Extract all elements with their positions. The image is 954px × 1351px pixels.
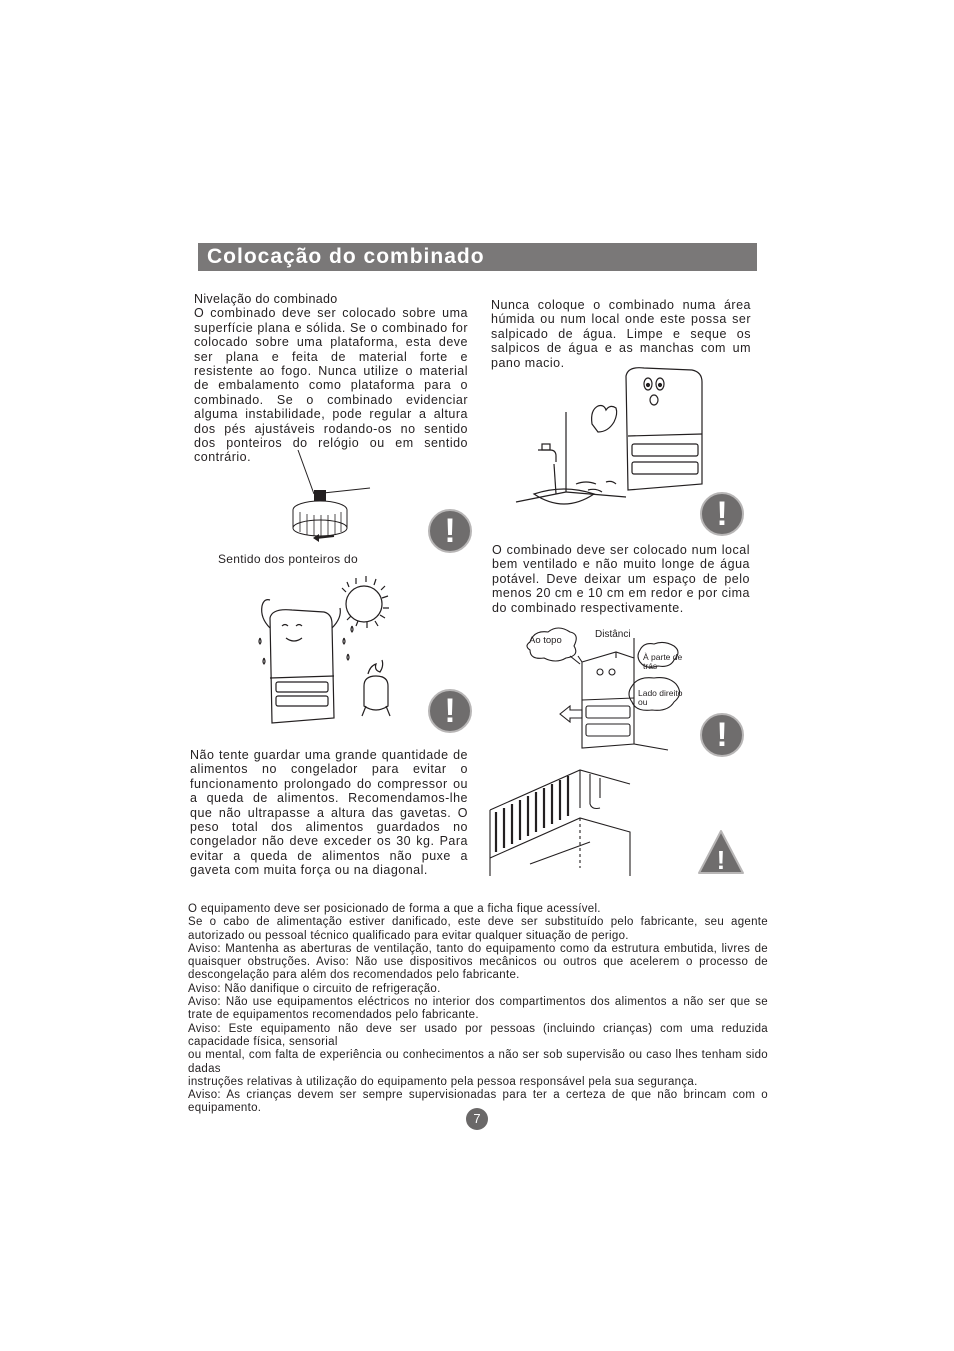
freezer-section xyxy=(190,748,468,878)
water-splash-illustration xyxy=(516,362,716,518)
label-back: À parte de trás xyxy=(643,652,683,671)
rotation-caption: Sentido dos ponteiros do xyxy=(218,552,358,566)
page-number: 7 xyxy=(466,1108,488,1130)
warning-line: Aviso: Mantenha as aberturas de ventilação, tanto do equipamento como da estrutura embutida, livres de quaisquer obstruções. Aviso: Não use dispositivos mecânicos ou outros que acelerem o processo de descongelação para além dos recomendados pelo fabricante. xyxy=(188,942,768,982)
freezer-body: Não tente guardar uma grande quantidade de alimentos no congelador para evitar o funcionamento prolongado do compressor ou a queda de alimentos. Recomendamos-lhe que não ultrapasse a altura das gavetas. O peso total dos alimentos guardados no congelador não deve exceder os 30 kg. Para evitar a queda de alimentos não puxe a gaveta com muita força ou na diagonal. xyxy=(190,748,468,878)
warning-line: O equipamento deve ser posicionado de forma a que a ficha fique acessível. xyxy=(188,903,601,915)
heat-sources-illustration xyxy=(252,578,412,728)
label-top: Ao topo xyxy=(529,635,562,646)
warning-line: instruções relativas à utilização do equipamento pela pessoa responsável pela sua segurança. xyxy=(188,1075,698,1088)
warning-line: Aviso: Este equipamento não deve ser usado por pessoas (incluindo crianças) com uma reduzida capacidade física, sensorial xyxy=(188,1022,768,1048)
ventilation-section xyxy=(492,543,750,615)
page-title: Colocação do combinado xyxy=(207,245,485,268)
humidity-body: Nunca coloque o combinado numa área húmida ou num local onde este possa ser salpicado de água. Limpe e seque os salpicos de água e as manchas com um pano macio. xyxy=(491,298,751,370)
exclamation-icon: ! xyxy=(700,492,744,536)
leveling-body: O combinado deve ser colocado sobre uma superfície plana e sólida. Se o combinado for colocado sobre uma plataforma, esta deve ser plana e feita de material forte e resistente ao fogo. Nunca utilize o material de embalamento como plataforma para o combinado. Se o combinado evidenciar alguma instabilidade, pode regular a altura dos pés ajustáveis rodando-os no sentido dos ponteiros do relógio ou em sentido contrário. xyxy=(194,306,468,465)
label-distance: Distânci xyxy=(595,629,631,640)
warning-line: Aviso: Não use equipamentos eléctricos no interior dos compartimentos dos alimentos a não ser que se trate de equipamentos recomendados pelo fabricante. xyxy=(188,996,768,1022)
warning-line: Se o cabo de alimentação estiver danificado, este deve ser substituído pelo fabricante, seu agente autorizado ou pessoal técnico qualificado para evitar qualquer situação de perigo. xyxy=(188,916,768,942)
svg-text:!: ! xyxy=(716,845,726,875)
exclamation-icon: ! xyxy=(700,713,744,757)
adjustable-foot-illustration xyxy=(280,450,380,545)
leveling-section xyxy=(194,292,468,465)
warning-line: Aviso: As crianças devem ser sempre supervisionadas para ter a certeza de que não brincam com o equipamento. xyxy=(188,1089,768,1115)
label-right: Lado direito ou xyxy=(638,688,683,707)
ventilation-body: O combinado deve ser colocado num local bem ventilado e não muito longe de água potável. Deve deixar um espaço de pelo menos 20 cm e 10 cm em redor e por cima do combinado respectivamente. xyxy=(492,543,750,615)
safety-warnings xyxy=(188,903,768,1116)
section-title-bar xyxy=(198,243,757,271)
exclamation-icon: ! xyxy=(428,689,472,733)
humidity-section xyxy=(491,298,751,370)
warning-line: Aviso: Não danifique o circuito de refrigeração. xyxy=(188,982,441,995)
leveling-heading: Nivelação do combinado xyxy=(194,292,338,306)
warning-triangle-icon xyxy=(697,829,745,875)
warning-line: ou mental, com falta de experiência ou conhecimentos a não ser sob supervisão ou caso lhes tenham sido dadas xyxy=(188,1049,768,1075)
freezer-drawer-illustration xyxy=(490,768,640,876)
exclamation-icon: ! xyxy=(428,509,472,553)
